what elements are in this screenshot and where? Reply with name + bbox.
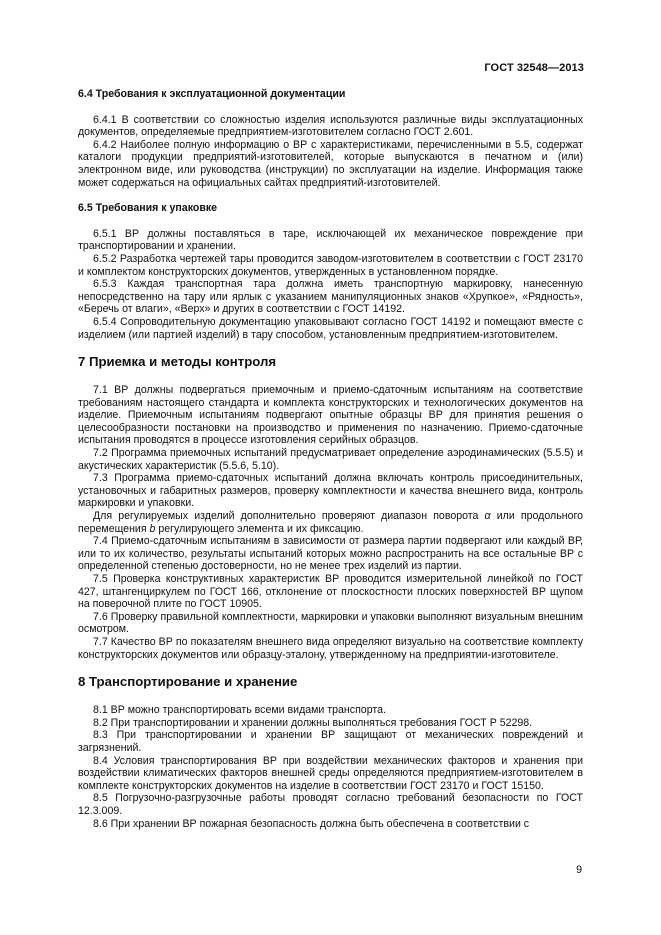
paragraph-8-3: 8.3 При транспортировании и хранении ВР защищают от механических повреждений и загрязнений. xyxy=(78,729,583,754)
section-title-7: 7 Приемка и методы контроля xyxy=(78,354,277,370)
paragraph-8-2: 8.2 При транспортировании и хранении должны выполняться требования ГОСТ Р 52298. xyxy=(93,716,533,729)
paragraph-7-5: 7.5 Проверка конструктивных характеристик ВР проводится измерительной линейкой по ГОСТ 427, штангенциркулем по ГОСТ 166, отклонение от плоскостности плоских поверхностей ВР щупом на поверочной плите по ГОСТ 10905. xyxy=(78,573,583,611)
regulated-text-c: регулирующего элемента и их фиксацию. xyxy=(155,522,364,535)
paragraph-7-2: 7.2 Программа приемочных испытаний предусматривает определение аэродинамических (5.5.5) и акустических характеристик (5.5.6, 5.10). xyxy=(78,447,583,472)
subsection-title-6-5: 6.5 Требования к упаковке xyxy=(78,202,218,215)
paragraph-6-5-1: 6.5.1 ВР должны поставляться в таре, исключающей их механическое повреждение при транспортировании и хранении. xyxy=(78,227,583,253)
page-content xyxy=(78,88,583,830)
paragraph-8-4: 8.4 Условия транспортирования ВР при воздействии механических факторов и хранения при воздействии климатических факторов внешней среды определяются предприятием-изготовителем в комплекте конструкторских документов на изделие в соответствии ГОСТ 23170 и ГОСТ 15150. xyxy=(78,754,583,792)
paragraph-6-5-4: 6.5.4 Сопроводительную документацию упаковывают согласно ГОСТ 14192 и помещают вместе с изделием (или партией изделий) в тару способом, установленным предприятием-изготовителем. xyxy=(78,315,583,341)
paragraph-6-4-2: 6.4.2 Наиболее полную информацию о ВР с характеристиками, перечисленными в 5.5, содержат каталоги продукции предприятий-изготовителей, которые выпускаются в печатном и (или) электронном виде, или руководства (инструкции) по эксплуатации на изделие. Информация также может содержаться на официальных сайтах предприятий-изготовителей. xyxy=(78,138,583,189)
section-title-8: 8 Транспортирование и хранение xyxy=(78,674,298,690)
paragraph-8-6: 8.6 При хранении ВР пожарная безопасность должна быть обеспечена в соответствии с xyxy=(93,817,530,830)
paragraph-7-3-regulated xyxy=(78,510,583,535)
paragraph-6-5-2: 6.5.2 Разработка чертежей тары проводится заводом-изготовителем в соответствии с ГОСТ 23170 и комплектом конструкторских документов, утвержденных в установленном порядке. xyxy=(78,252,583,278)
paragraph-8-1: 8.1 ВР можно транспортировать всеми видами транспорта. xyxy=(93,704,386,717)
regulated-text-b: или продольного перемещения xyxy=(78,510,583,535)
page-number: 9 xyxy=(576,864,582,876)
paragraph-6-5-3: 6.5.3 Каждая транспортная тара должна иметь транспортную маркировку, нанесенную непосредственно на тару или ярлык с указанием манипуляционных знаков «Хрупкое», «Рядность», «Беречь от влаги», «Верх» и других в соответствии с ГОСТ 14192. xyxy=(78,278,583,316)
alpha-symbol: α xyxy=(484,510,491,523)
paragraph-7-4: 7.4 Приемо-сдаточным испытаниям в зависимости от размера партии подвергают или каждый ВР, или то их количество, результаты испытаний которых можно распространить на все остальные ВР с определенной степенью достоверности, но не менее трех изделий из партии. xyxy=(78,535,583,573)
paragraph-7-7: 7.7 Качество ВР по показателям внешнего вида определяют визуально на соответствие комплекту конструкторских документов или образцу-эталону, утвержденному на предприятии-изготовителе. xyxy=(78,635,583,661)
standard-code: ГОСТ 32548—2013 xyxy=(484,62,584,74)
paragraph-8-5: 8.5 Погрузочно-разгрузочные работы проводят согласно требований безопасности по ГОСТ 12.3.009. xyxy=(78,792,583,817)
subsection-title-6-4: 6.4 Требования к эксплуатационной документации xyxy=(78,88,346,100)
b-variable: b xyxy=(149,522,156,535)
paragraph-7-3: 7.3 Программа приемо-сдаточных испытаний должна включать контроль присоединительных, установочных и габаритных размеров, проверку комплектности и качества внешнего вида, контроль маркировки и упаковки. xyxy=(78,472,583,510)
paragraph-6-4-1: 6.4.1 В соответствии со сложностью изделия используются различные виды эксплуатационных документов, определяемые предприятием-изготовителем согласно ГОСТ 2.601. xyxy=(78,113,583,139)
regulated-text-a: Для регулируемых изделий дополнительно проверяют диапазон поворота xyxy=(93,510,485,523)
paragraph-7-1: 7.1 ВР должны подвергаться приемочным и приемо-сдаточным испытаниям на соответствие требованиям настоящего стандарта и комплекта конструкторских и технологических документов на изделие. Приемочным испытаниям подвергают опытные образцы ВР для принятия решения о целесообразности постановки на производство и применения по назначению. Приемо-сдаточные испытания проводятся в процессе изготовления серийных образцов. xyxy=(78,384,583,447)
paragraph-7-6: 7.6 Проверку правильной комплектности, маркировки и упаковки выполняют визуальным внешним осмотром. xyxy=(78,610,583,636)
